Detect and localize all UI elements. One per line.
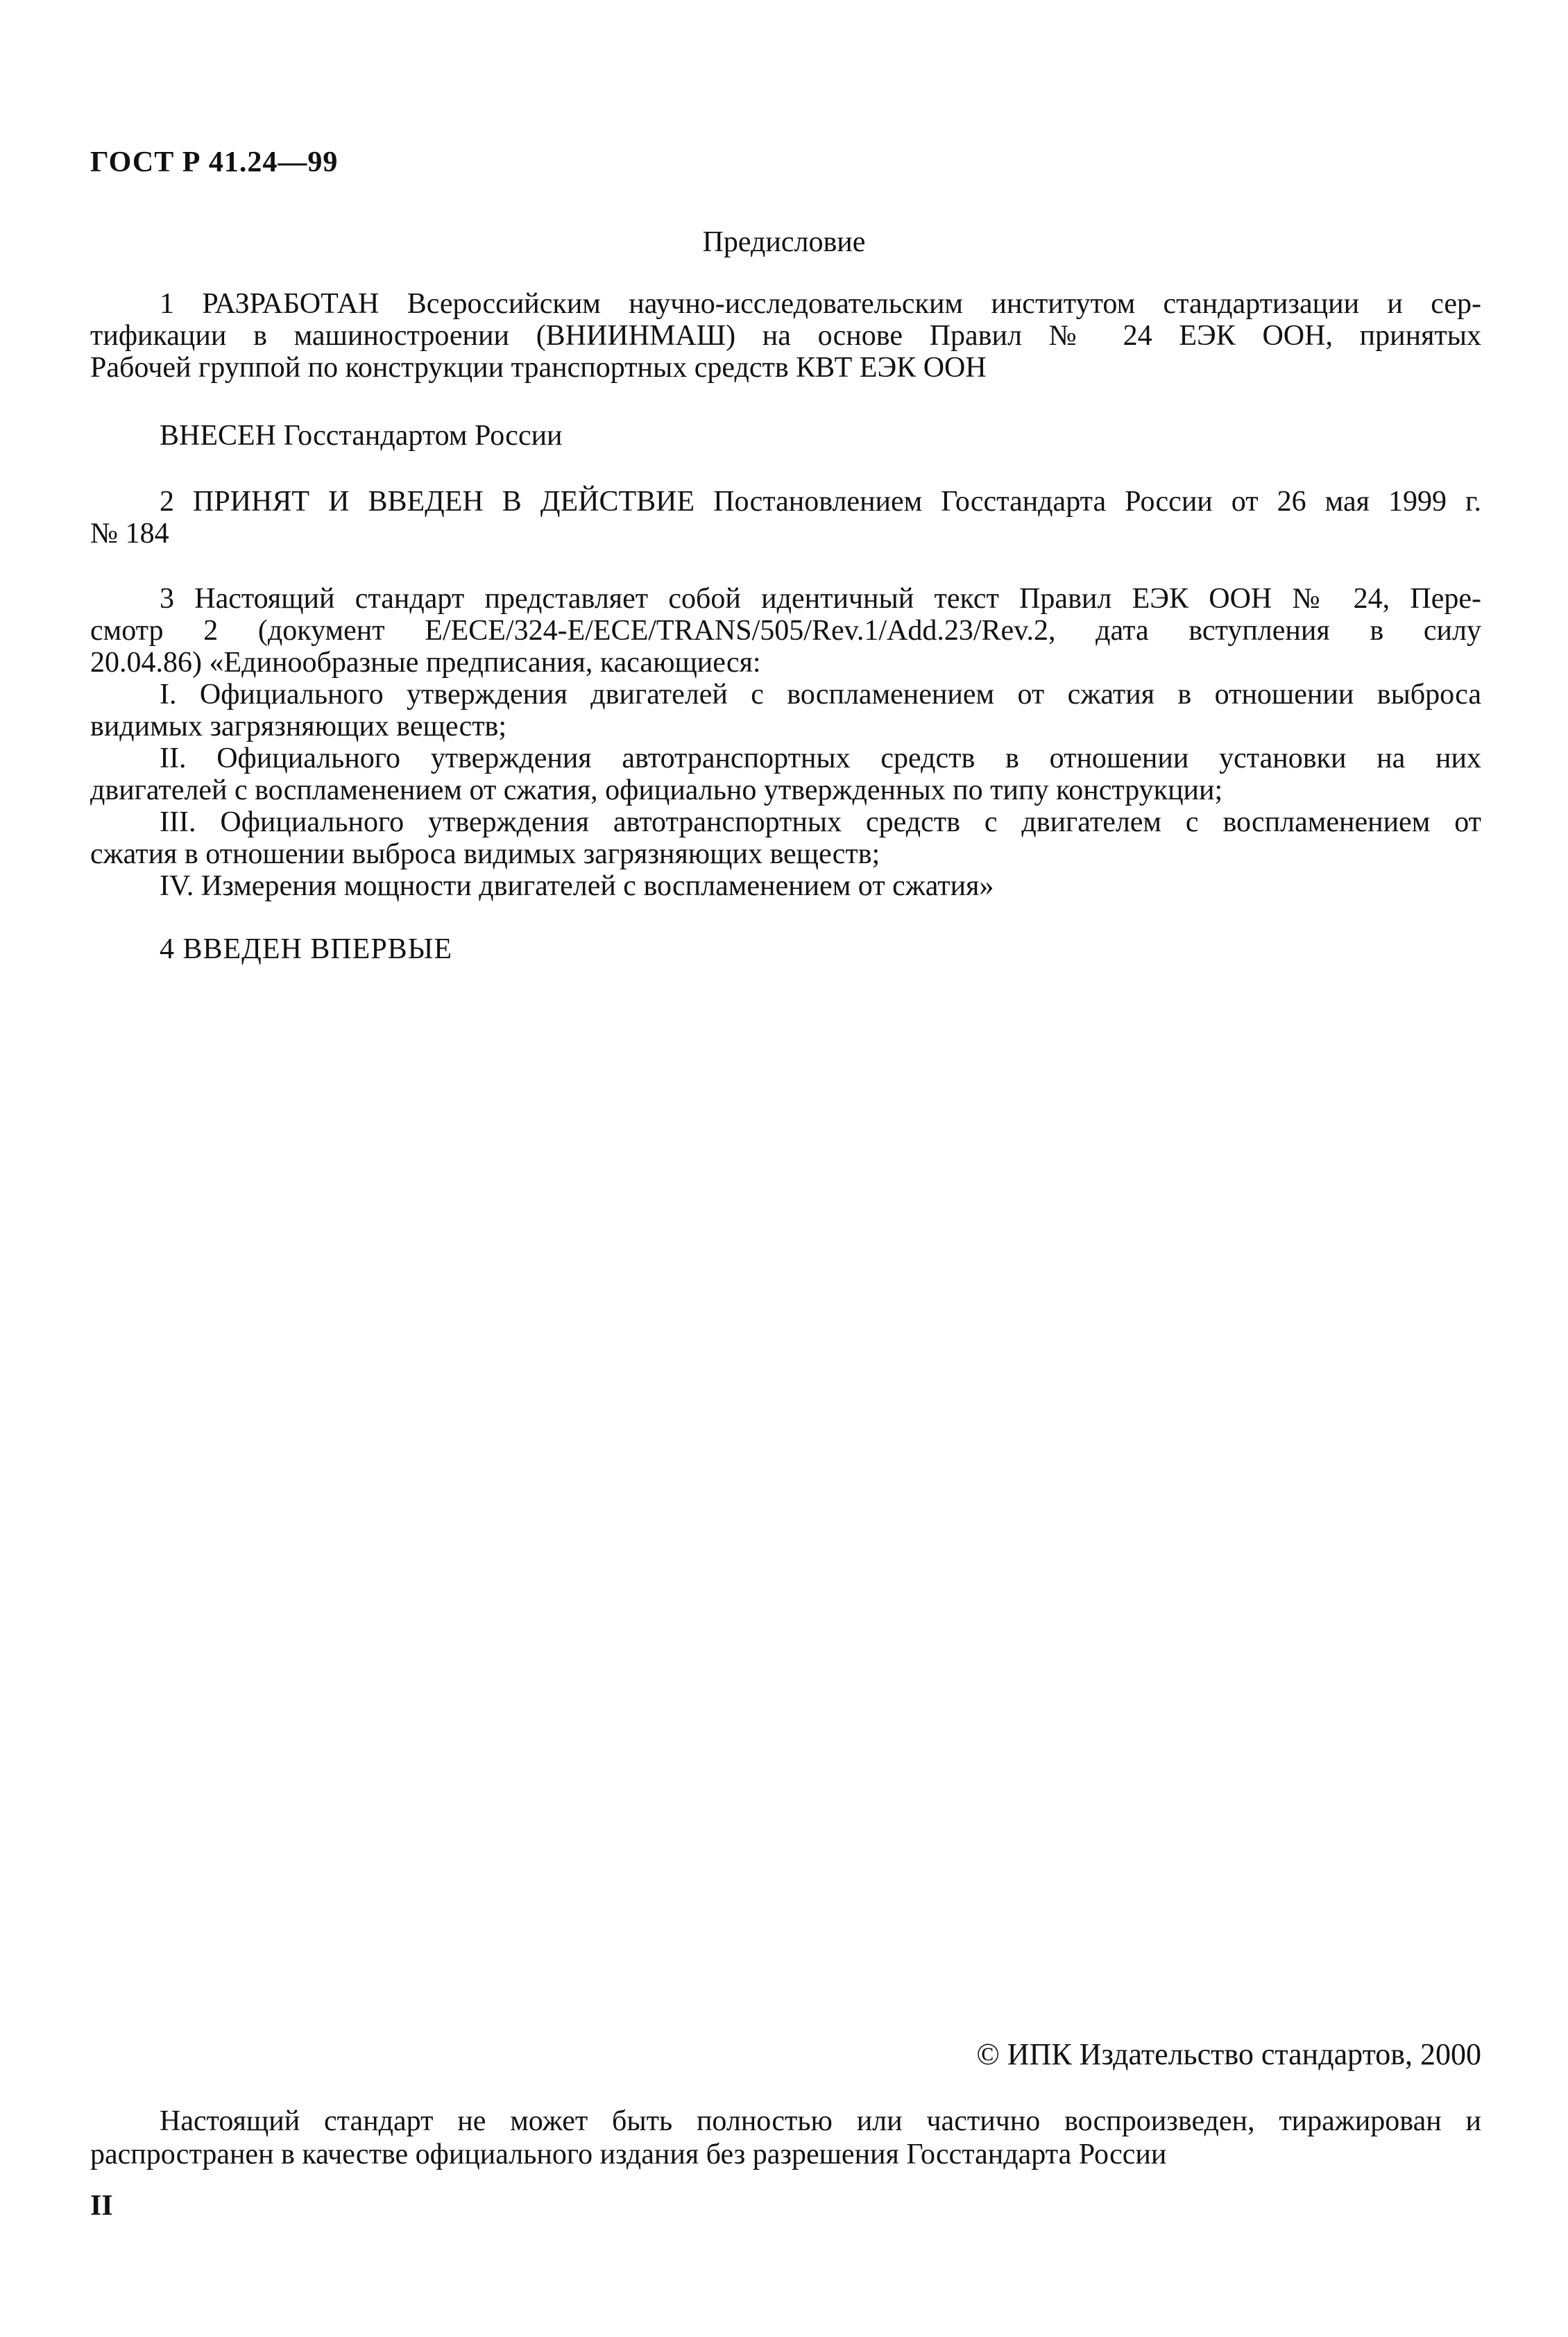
foreword-heading: Предисловие xyxy=(702,226,866,258)
page-number: II xyxy=(90,2190,113,2222)
paragraph-first-introduced xyxy=(90,933,1481,965)
paragraph-line: двигателей с воспламенением от сжатия, официально утвержденных по типу конструкции; xyxy=(90,774,1223,806)
paragraph-line: IV. Измерения мощности двигателей с воспламенением от сжатия» xyxy=(160,870,994,902)
paragraph-line: № 184 xyxy=(90,518,169,550)
paragraph-line: 2 ПРИНЯТ И ВВЕДЕН В ДЕЙСТВИЕ Постановлением Госстандарта России от 26 мая 1999 г. xyxy=(160,486,1481,518)
paragraph-adopted xyxy=(90,486,1481,550)
paragraph-line: III. Официального утверждения автотранспортных средств с двигателем с воспламенением от xyxy=(160,806,1481,838)
paragraph-line: Рабочей группой по конструкции транспортных средств КВТ ЕЭК ООН xyxy=(90,352,987,384)
paragraph-developed xyxy=(90,288,1481,384)
paragraph-line: тификации в машиностроении (ВНИИНМАШ) на основе Правил № 24 ЕЭК ООН, принятых xyxy=(90,320,1481,352)
paragraph-line: сжатия в отношении выброса видимых загрязняющих веществ; xyxy=(90,838,880,870)
paragraph-line: смотр 2 (документ E/ECE/324-E/ECE/TRANS/505/Rev.1/Add.23/Rev.2, дата вступления в силу xyxy=(90,615,1481,647)
paragraph-line: 4 ВВЕДЕН ВПЕРВЫЕ xyxy=(160,933,452,965)
paragraph-identical-text xyxy=(90,583,1481,902)
paragraph-line: I. Официального утверждения двигателей с воспламенением от сжатия в отношении выброса xyxy=(160,679,1481,711)
notice-line: Настоящий стандарт не может быть полностью или частично воспроизведен, тиражирован и xyxy=(160,2105,1481,2137)
paragraph-line: 20.04.86) «Единообразные предписания, касающиеся: xyxy=(90,647,761,679)
reproduction-notice xyxy=(90,2105,1481,2171)
paragraph-line: II. Официального утверждения автотранспортных средств в отношении установки на них xyxy=(160,742,1481,774)
paragraph-line: видимых загрязняющих веществ; xyxy=(90,711,507,742)
copyright-notice: © ИПК Издательство стандартов, 2000 xyxy=(976,2037,1481,2071)
paragraph-line: ВНЕСЕН Госстандартом России xyxy=(160,420,563,452)
paragraph-line: 1 РАЗРАБОТАН Всероссийским научно-исследовательским институтом стандартизации и сер- xyxy=(160,288,1481,320)
paragraph-submitted xyxy=(90,420,1481,452)
paragraph-line: 3 Настоящий стандарт представляет собой идентичный текст Правил ЕЭК ООН № 24, Пере- xyxy=(160,583,1481,615)
notice-line: распространен в качестве официального издания без разрешения Госстандарта России xyxy=(90,2139,1167,2170)
document-code: ГОСТ Р 41.24—99 xyxy=(90,146,339,178)
